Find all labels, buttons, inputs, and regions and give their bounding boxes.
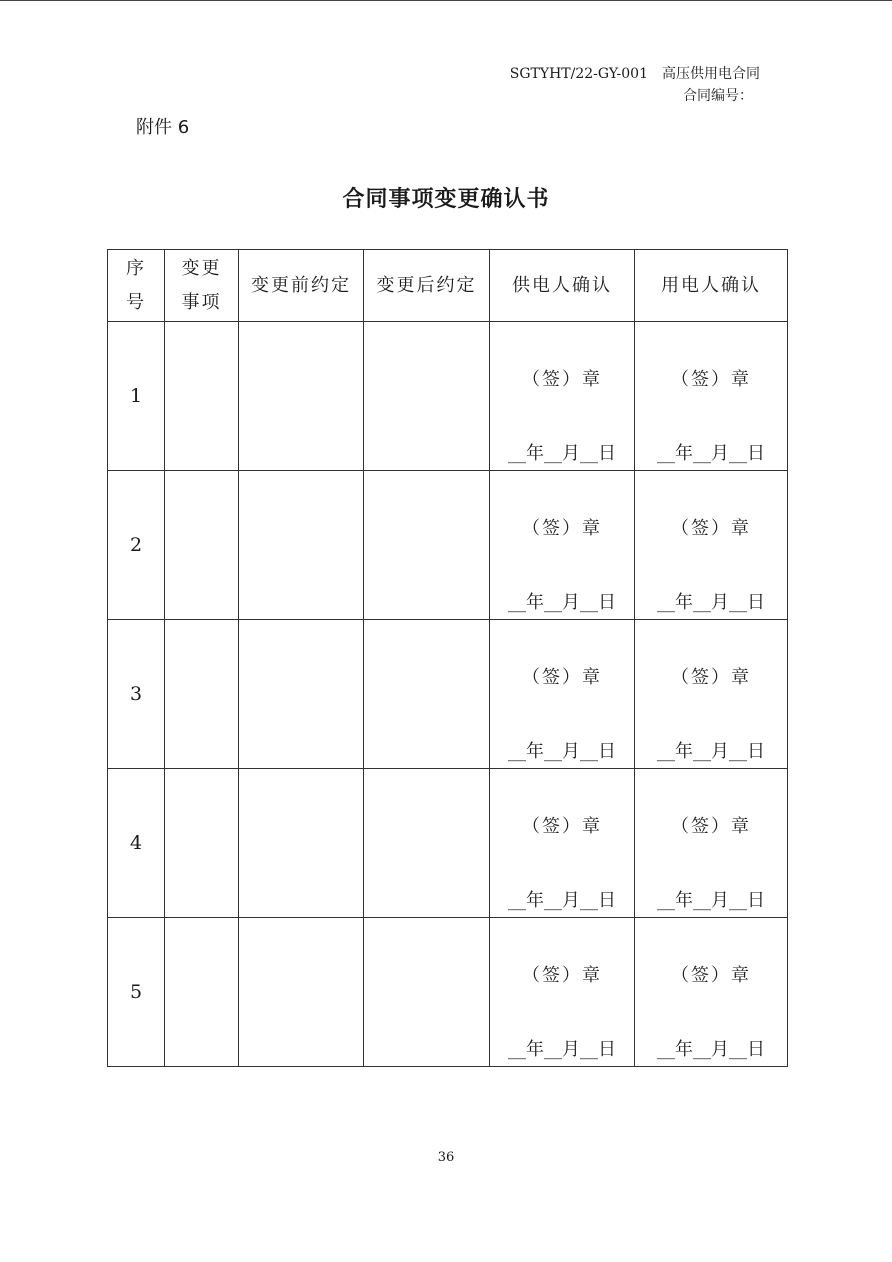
- row-supplier-confirm[interactable]: [490, 918, 635, 1067]
- row-seq: 2: [108, 471, 165, 620]
- row-change-item[interactable]: [165, 918, 239, 1067]
- row-supplier-confirm[interactable]: [490, 620, 635, 769]
- row-change-item[interactable]: [165, 322, 239, 471]
- supplier-date-line: __年__月__日: [508, 1039, 616, 1060]
- supplier-date-line: __年__月__日: [508, 443, 616, 464]
- supplier-date-line: __年__月__日: [508, 592, 616, 613]
- supplier-seal-label: （签）章: [522, 518, 602, 539]
- user-date-line: __年__月__日: [657, 443, 765, 464]
- row-after[interactable]: [364, 322, 490, 471]
- header-change-item: [165, 250, 239, 322]
- header-seq-line2: 号: [126, 291, 146, 313]
- row-user-confirm[interactable]: [635, 620, 788, 769]
- row-change-item[interactable]: [165, 471, 239, 620]
- user-seal-label: （签）章: [671, 965, 751, 986]
- supplier-seal-label: （签）章: [522, 816, 602, 837]
- user-seal-label: （签）章: [671, 518, 751, 539]
- header-item-line2: 事项: [181, 291, 222, 313]
- user-date-line: __年__月__日: [657, 741, 765, 762]
- user-seal-label: （签）章: [671, 667, 751, 688]
- row-before[interactable]: [239, 471, 364, 620]
- user-date-line: __年__月__日: [657, 890, 765, 911]
- table-row: [108, 322, 788, 471]
- row-before[interactable]: [239, 322, 364, 471]
- row-seq: 5: [108, 918, 165, 1067]
- header-user-confirm: 用电人确认: [635, 250, 788, 322]
- row-after[interactable]: [364, 918, 490, 1067]
- row-user-confirm[interactable]: [635, 471, 788, 620]
- attachment-label: 附件 6: [136, 117, 190, 138]
- table-row: [108, 769, 788, 918]
- user-seal-label: （签）章: [671, 369, 751, 390]
- supplier-seal-label: （签）章: [522, 369, 602, 390]
- contract-number-label: 合同编号：: [683, 88, 753, 104]
- header-supplier-confirm: 供电人确认: [490, 250, 635, 322]
- table-header-row: [108, 250, 788, 322]
- row-user-confirm[interactable]: [635, 322, 788, 471]
- row-change-item[interactable]: [165, 769, 239, 918]
- page-top-border: [0, 0, 892, 1]
- row-supplier-confirm[interactable]: [490, 769, 635, 918]
- supplier-date-line: __年__月__日: [508, 890, 616, 911]
- row-seq: 1: [108, 322, 165, 471]
- row-before[interactable]: [239, 620, 364, 769]
- user-date-line: __年__月__日: [657, 1039, 765, 1060]
- row-before[interactable]: [239, 918, 364, 1067]
- change-confirmation-table: [107, 249, 788, 1067]
- page-number: 36: [437, 1150, 455, 1165]
- header-before: 变更前约定: [239, 250, 364, 322]
- row-change-item[interactable]: [165, 620, 239, 769]
- header-after: 变更后约定: [364, 250, 490, 322]
- header-seq-line1: 序: [126, 257, 146, 279]
- supplier-seal-label: （签）章: [522, 965, 602, 986]
- user-date-line: __年__月__日: [657, 592, 765, 613]
- contract-code-header: SGTYHT/22-GY-001 高压供用电合同: [509, 66, 760, 82]
- row-after[interactable]: [364, 769, 490, 918]
- supplier-date-line: __年__月__日: [508, 741, 616, 762]
- user-seal-label: （签）章: [671, 816, 751, 837]
- row-seq: 3: [108, 620, 165, 769]
- row-after[interactable]: [364, 471, 490, 620]
- header-seq: [108, 250, 165, 322]
- row-seq: 4: [108, 769, 165, 918]
- row-before[interactable]: [239, 769, 364, 918]
- table-row: [108, 620, 788, 769]
- document-title: 合同事项变更确认书: [342, 186, 550, 212]
- header-item-line1: 变更: [181, 257, 222, 279]
- supplier-seal-label: （签）章: [522, 667, 602, 688]
- table-row: [108, 918, 788, 1067]
- row-user-confirm[interactable]: [635, 769, 788, 918]
- row-supplier-confirm[interactable]: [490, 322, 635, 471]
- row-after[interactable]: [364, 620, 490, 769]
- table-row: [108, 471, 788, 620]
- row-user-confirm[interactable]: [635, 918, 788, 1067]
- row-supplier-confirm[interactable]: [490, 471, 635, 620]
